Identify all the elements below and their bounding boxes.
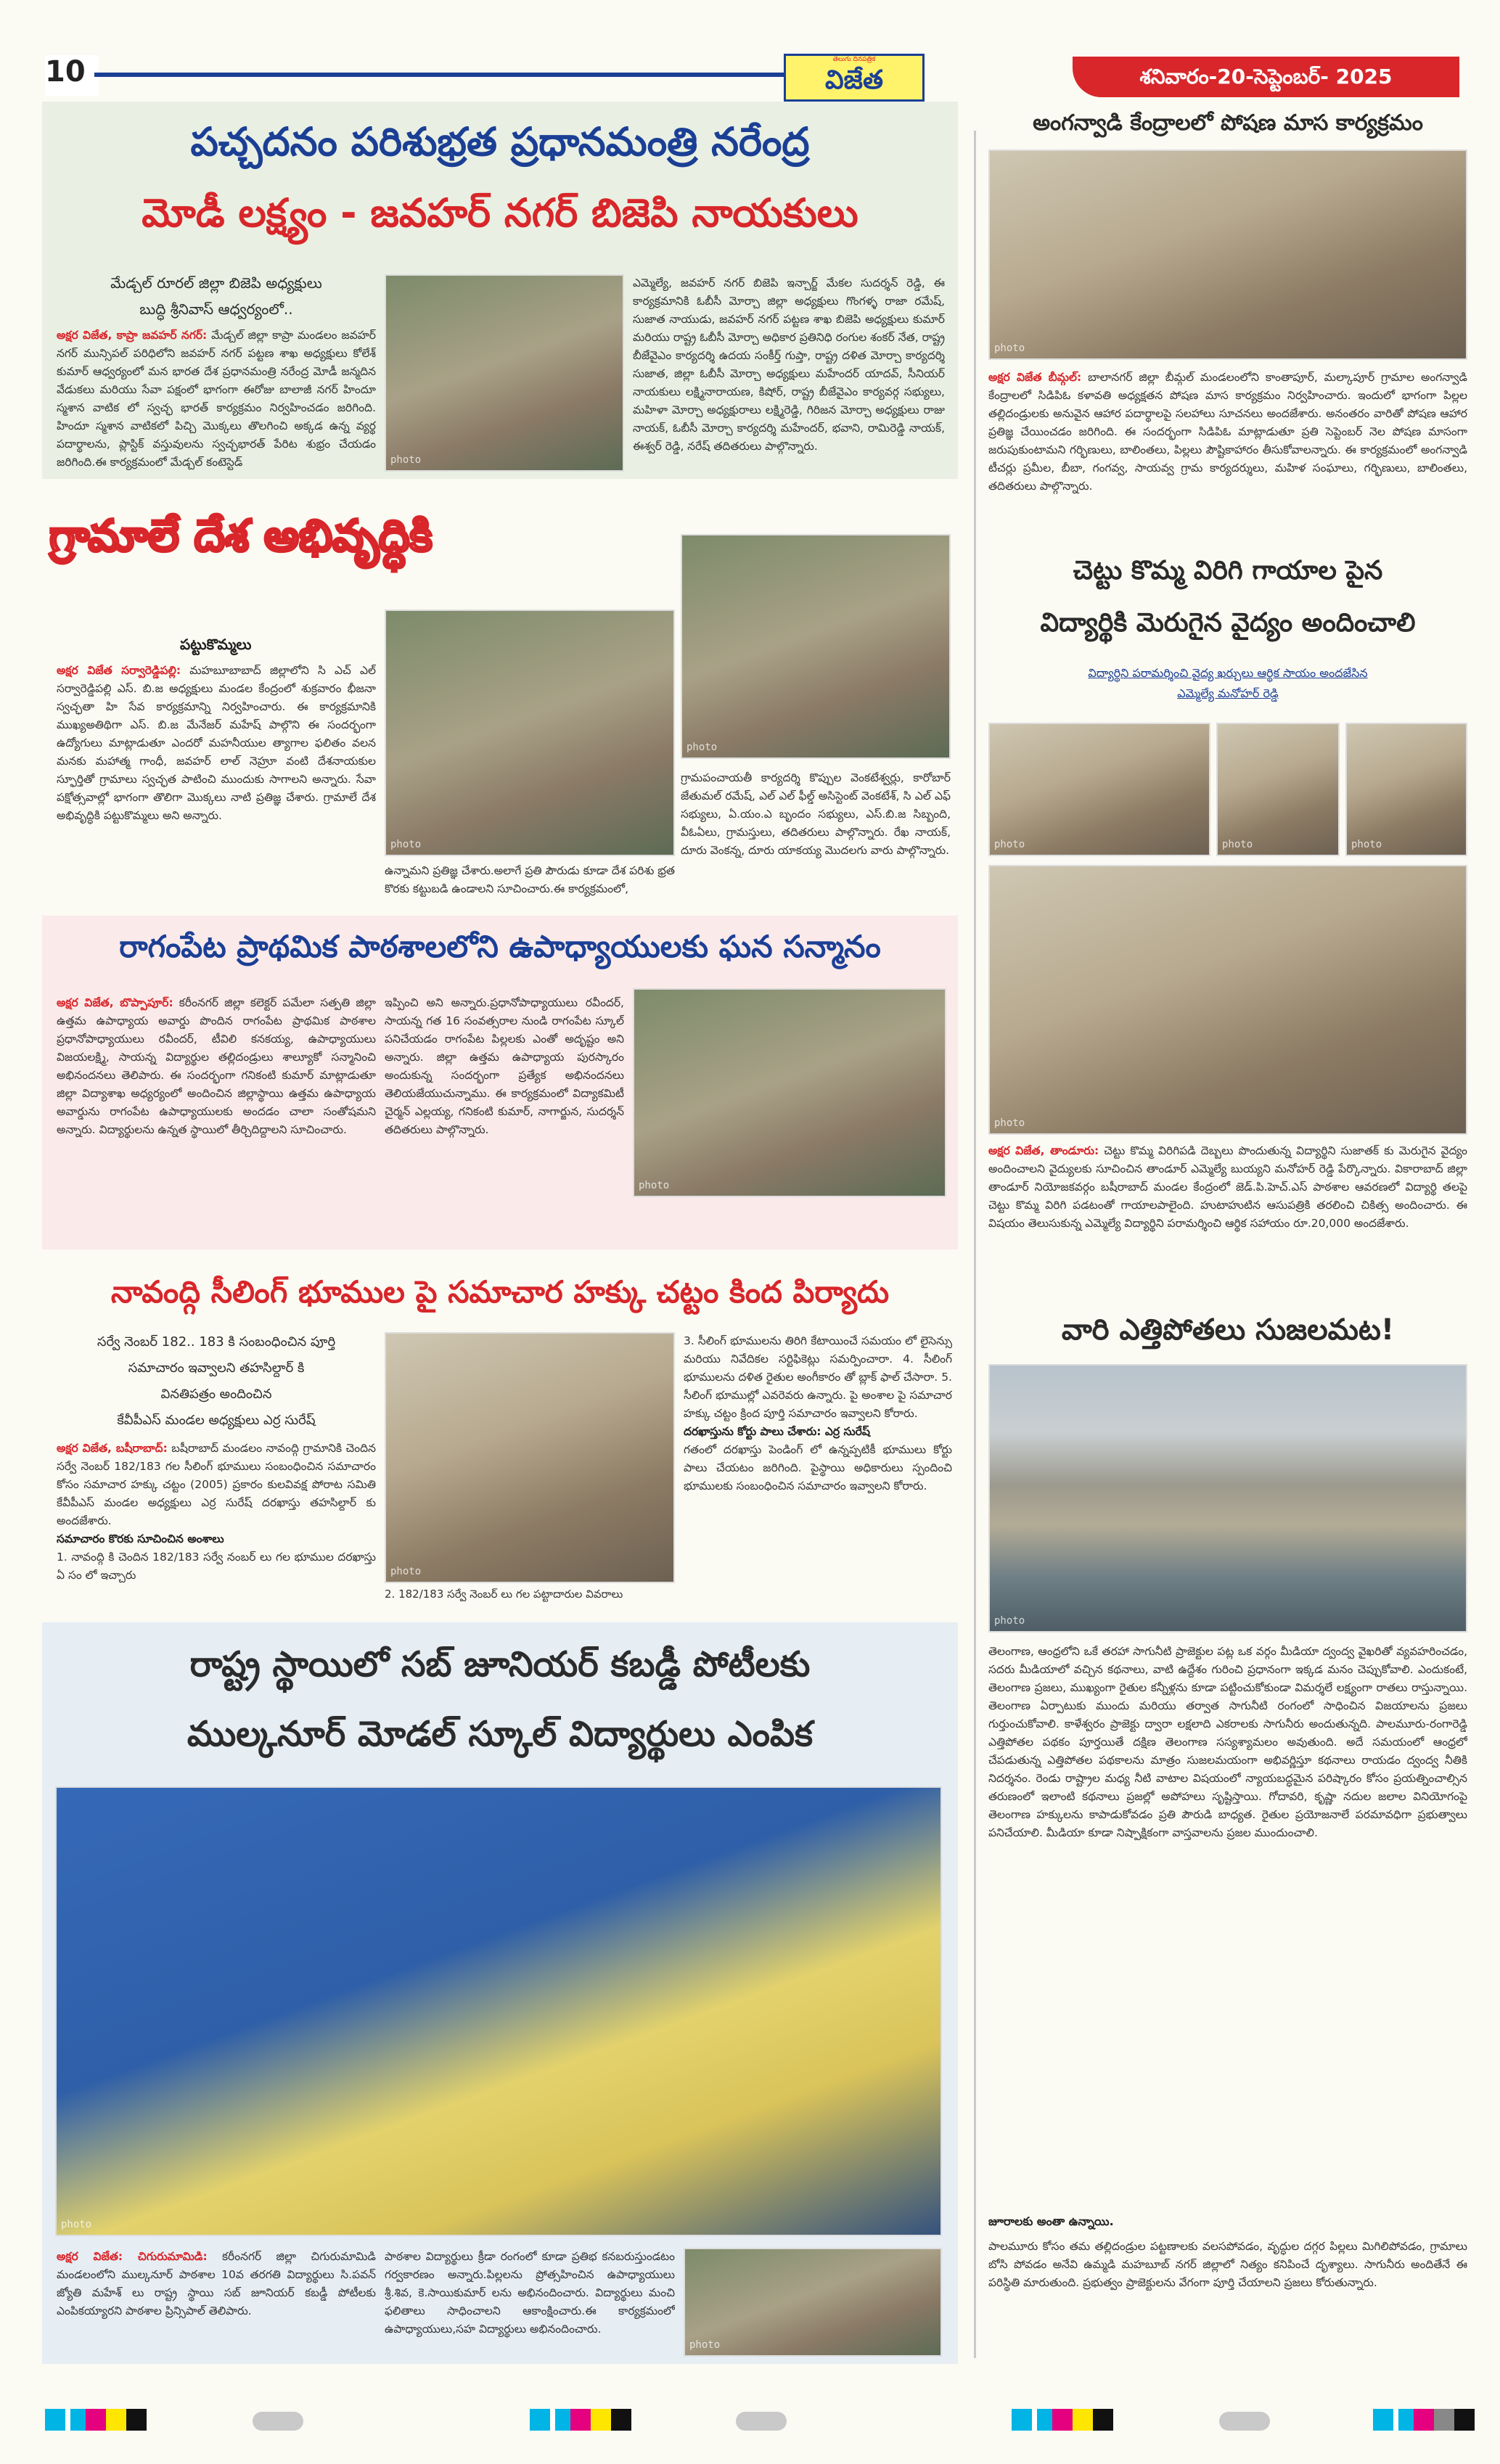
right-article-nutrition xyxy=(988,102,1467,537)
article2-body-col3 xyxy=(681,769,951,920)
article4-sub3: వినతిపత్రం అందించిన xyxy=(160,1387,272,1402)
article1-sub2: బుద్ధి శ్రీనివాస్ ఆధ్వర్యంలో.. xyxy=(139,300,293,318)
article-bjp-cleanliness xyxy=(42,102,958,479)
article1-sub1: మేడ్చల్ రూరల్ జిల్లా బిజెపి అధ్యక్షులు xyxy=(110,274,322,292)
color-bar-3 xyxy=(1012,2409,1113,2431)
article2-headline: గ్రామాలే దేశ అభివృద్ధికి xyxy=(49,511,433,562)
right1-body xyxy=(988,369,1467,535)
issue-date: శనివారం-20-సెప్టెంబర్- 2025 xyxy=(1139,65,1393,89)
right3-headline: వారి ఎత్తిపోతలు సుజలమట! xyxy=(1061,1313,1395,1347)
article3-dateline: అక్షర విజేత, బొప్పాపూర్: xyxy=(57,996,173,1009)
article1-dateline: అక్షర విజేత, కాప్రా జవహర్ నగర్: xyxy=(57,329,208,342)
article1-body-col2 xyxy=(633,274,945,472)
footer-registration-marks xyxy=(0,2394,1500,2438)
article5-headline-line1: రాష్ట్ర స్థాయిలో సబ్ జూనియర్ కబడ్డీ పోటీలకు xyxy=(189,1644,811,1685)
article2-text-col1: మహబూబాబాద్ జిల్లాలోని సి ఎచ్ ఎల్ సర్వారెడ్డిపల్లి ఎస్. బి.జ అధ్యక్షులు మండల కేంద్రంలో శుక్రవారం భీజనా స్వచ్ఛతా హి సేవ కార్యక్రమాన్ని నిర్వహించారు. ఈ కార్యక్రమానికి ముఖ్యఅతిథిగా ఎస్. బి.జ మేనేజర్ మహేష్ పాల్గొని ఈ సందర్భంగా ఉద్యోగులు మాట్లాడుతూ ఎందరో మహనీయుల త్యాగాల ఫలితం వలన మనకు మహాత్మ గాంధీ, జవహర్ లాల్ నెహ్రూ వంటి దేశనాయకుల స్ఫూర్తితో గ్రామాలు స్వచ్ఛత పాటించి ముందుకు సాగాలని అన్నారు. సేవా పక్షోత్సవాల్లో భాగంగా తొలిగా మొక్కలు నాటి ప్రతిజ్ఞ చేశారు. గ్రామాలే దేశ అభివృద్ధికి పట్టుకొమ్మలు అని అన్నారు. xyxy=(57,664,376,822)
masthead-logo: విజేత xyxy=(825,65,883,95)
article1-body-col1 xyxy=(57,327,376,472)
gray-pill-2 xyxy=(736,2412,787,2431)
column-divider xyxy=(974,131,976,2358)
article5-dateline: అక్షర విజేత: చిగురుమామిడి: xyxy=(57,2250,208,2263)
page-number-box xyxy=(45,55,99,96)
article4-headline: నావంద్గి సీలింగ్ భూముల పై సమాచార హక్కు చట్టం కింద పిర్యాదు xyxy=(110,1274,890,1310)
article2-photo-right: photo xyxy=(681,534,951,759)
right3-photo-dam: photo xyxy=(988,1364,1467,1633)
color-bar-4 xyxy=(1373,2409,1475,2431)
article2-location-tag: పట్టుకొమ్మలు xyxy=(180,636,252,653)
right1-dateline: అక్షర విజేత బీమ్గల్: xyxy=(988,371,1082,384)
article2-headline-box xyxy=(49,511,433,598)
page-number: 10 xyxy=(45,55,86,89)
right3-text2: పాలమూరు కోసం తమ తల్లిదండ్రుల పట్టణాలకు వలసపోవడం, వృద్ధుల దగ్గర పిల్లలు మిగిలిపోవడం, గ్రామాలు బోసి పోవడం అనేవి ఉమ్మడి మహబూబ్ నగర్ జిల్లాలో నిత్యం కనిపించే దృశ్యాలు. సాగునీరు అందితేనే ఈ పరిస్థితి మారుతుంది. ప్రభుత్వం ప్రాజెక్టులను వేగంగా పూర్తి చేయాలని ప్రజలు కోరుతున్నారు. xyxy=(988,2240,1467,2289)
article2-body-col2 xyxy=(385,862,675,920)
right-article-student-injury xyxy=(988,546,1467,1300)
article5-photo: photo xyxy=(55,1786,942,2236)
header-rule-left xyxy=(94,73,864,77)
right1-headline: అంగన్వాడి కేంద్రాలలో పోషణ మాస కార్యక్రమం xyxy=(1033,110,1423,136)
article4-photo: photo xyxy=(385,1332,675,1583)
article3-body-col2 xyxy=(385,994,624,1241)
article4-text-col1: బషీరాబాద్ మండలం నావంద్గి గ్రామానికి చెందిన సర్వే నెంబర్ 182/183 గల సీలింగ్ భూములు సంబంధించిన సమాచారం కోసం సమాచార హక్కు చట్టం (2005) ప్రకారం కులవివక్ష పోరాట సమితి కేవీపీఎస్ మండల అధ్యక్షులు ఎర్ర సురేష్ దరఖాస్తు తహసిల్దార్ కు అందజేశారు. xyxy=(57,1442,376,1527)
article4-text-col2: 3. సీలింగ్ భూములను తిరిగి కేటాయించే సమయం లో లైసెన్సు మరియు నివేదికల సర్టిఫికెట్లు సమర్పించారా. 4. సీలింగ్ భూములను దళిత రైతుల అంగీకారం తో బ్లాక్ ఫాల్ చేసారా. 5. సీలింగ్ భూముల్లో ఎవరెవరు ఉన్నారు. పై అంశాల పై సమాచార హక్కు చట్టం క్రింద పూర్తి సమాచారం ఇవ్వాలని కోరారు. xyxy=(684,1334,952,1420)
masthead-box xyxy=(784,54,925,102)
article3-text-col2: ఇప్పించి అని అన్నారు.ప్రధానోపాధ్యాయులు రవీందర్, సాయన్న గత 16 సంవత్సరాల నుండి రాగంపేట స్కూల్ పనిచేయడం రాగంపేట పిల్లలకు ఎంతో అదృష్టం అని అన్నారు. జిల్లా ఉత్తమ ఉపాధ్యాయ పురస్కారం అందుకున్న సందర్భంగా ప్రత్యేక అభినందనలు తెలియజేయుచున్నాము. ఈ కార్యక్రమంలో విద్యాకమిటీ చైర్మన్ ఎల్లయ్య, గనికంటి కుమార్, నాగార్జున, సుదర్శన్ తదితరులు పాల్గొన్నారు. xyxy=(385,996,624,1136)
article4-col1-subhead: సమాచారం కొరకు సూచించిన అంశాలు xyxy=(57,1532,224,1545)
article2-dateline: అక్షర విజేత సర్వారెడ్డిపల్లి: xyxy=(57,664,181,677)
article4-text-col2-tail: గతంలో దరఖాస్తు పెండింగ్ లో ఉన్నప్పటికీ భూములు కోర్టు పాలు చేయటం జరిగింది. పైస్థాయి అధికారులు స్పందించి భూములకు సంబంధించిన సమాచారం ఇవ్వాలని కోరారు. xyxy=(684,1443,952,1492)
article5-text-col1: కరీంనగర్ జిల్లా చిగురుమామిడి మండలంలోని ముల్కనూర్ పాఠశాల 10వ తరగతి విద్యార్థులు సి.పవన్ జ్యోతి మహేశ్ లు రాష్ట్ర స్థాయి సబ్ జూనియర్ కబడ్డీ పోటీలకు ఎంపికయ్యారని పాఠశాల ప్రిన్సిపాల్ తెలిపారు. xyxy=(57,2250,376,2317)
gray-pill-1 xyxy=(253,2412,303,2431)
article4-sub4: కేవీపీఎస్ మండల అధ్యక్షులు ఎర్ర సురేష్ xyxy=(117,1413,316,1428)
right1-photo: photo xyxy=(988,149,1467,360)
color-bar-1 xyxy=(45,2409,147,2431)
header-bar xyxy=(0,0,1500,102)
article3-photo: photo xyxy=(633,988,946,1197)
article1-headline-line2: మోడీ లక్ష్యం - జవహర్ నగర్ బిజెపి నాయకులు xyxy=(142,190,858,236)
right-article-lift-irrigation xyxy=(988,1306,1467,2365)
right3-text: తెలంగాణ, ఆంధ్రలోని ఒకే తరహా సాగునీటి ప్రాజెక్టుల పట్ల ఒక వర్గం మీడియా ద్వంద్వ వైఖరితో వ్యవహరించడం, సదరు మీడియాలో వచ్చిన కథనాలు, వాటి ఉద్దేశం గురించి ప్రధానంగా ఇక్కడ మనం చెప్పుకోవాలి. ఎందుకంటే, తెలంగాణ ప్రజలు, ముఖ్యంగా రైతుల కన్నీళ్లను కూడా పట్టించుకోకుండా విమర్శలే లక్ష్యంగా రాతలు రాస్తున్నాయి. తెలంగాణ ఏర్పాటుకు ముందు మరియు తర్వాత సాగునీటి రంగంలో సాధించిన విజయాలను ప్రజలు గుర్తుంచుకోవాలి. కాళేశ్వరం ప్రాజెక్టు ద్వారా లక్షలాది ఎకరాలకు సాగునీరు అందుతున్నది. పాలమూరు-రంగారెడ్డి ఎత్తిపోతల పథకం పూర్తయితే దక్షిణ తెలంగాణ సస్యశ్యామలం అవుతుంది. అదే సమయంలో ఆంధ్రలో చేపడుతున్న ఎత్తిపోతల పథకాలను మాత్రం సుజలమయంగా అభివర్ణిస్తూ కథనాలు రాయడం ద్వంద్వ నీతికి నిదర్శనం. రెండు రాష్ట్రాల మధ్య నీటి వాటాల విషయంలో న్యాయబద్ధమైన పరిష్కారం కోసం ప్రయత్నించాల్సిన తరుణంలో ఇలాంటి కథనాలు ప్రజల్లో అపోహలు సృష్టిస్తాయి. గోదావరి, కృష్ణా నదుల జలాల వినియోగంపై తెలంగాణ హక్కులను కాపాడుకోవడం ప్రతి పౌరుడి బాధ్యత. రైతుల ప్రయోజనాలే పరమావధిగా ప్రభుత్వాలు పనిచేయాలి. మీడియా కూడా నిష్పాక్షికంగా వాస్తవాలను ప్రజల ముందుంచాలి. xyxy=(988,1645,1467,1839)
article3-text-col1: కరీంనగర్ జిల్లా కలెక్టర్ పమేలా సత్పతి జిల్లా ఉత్తమ ఉపాధ్యాయ అవార్డు పొందిన రాగంపేట ప్రాథమిక పాఠశాల ప్రధానోపాధ్యాయులు రవీందర్, టీవిలి కనకయ్య, ఉపాధ్యాయులు విజయలక్ష్మి, సాయన్న విద్యార్థుల తల్లిదండ్రులు శాల్యూకో సన్మానించి అభినందనలు తెలిపారు. ఈ సందర్భంగా గనికంటి కుమార్ మాట్లాడుతూ జిల్లా విద్యాశాఖ అధ్యర్యంలో అందించిన జిల్లాస్థాయి ఉత్తమ ఉపాధ్యాయ అవార్డును రాగంపేట ఉపాధ్యాయులకు అందడం చాలా సంతోషమని అన్నారు. విద్యార్థులను ఉన్నత స్థాయిలో తీర్చిదిద్దాలని సూచించారు. xyxy=(57,996,376,1136)
article4-col2-subhead: దరఖాస్తును కోర్టు పాలు చేశారు: ఎర్ర సురేష్ xyxy=(684,1425,870,1438)
article4-sub1: సర్వే నెంబర్ 182.. 183 కి సంబంధించిన పూర్తి xyxy=(97,1334,336,1350)
article4-body-col1 xyxy=(57,1440,376,1605)
article5-text-col2: పాఠశాల విద్యార్థులు క్రీడా రంగంలో కూడా ప్రతిభ కనబరుస్తుండటం గర్వకారణం అన్నారు.పిల్లలను ప్రోత్సహించిన ఉపాధ్యాయులు శ్రీ.శివ, కె.సాయికుమార్ లను అభినందించారు. విద్యార్థులు మంచి ఫలితాలు సాధించాలని ఆకాంక్షించారు.ఈ కార్యక్రమంలో ఉపాధ్యాయులు,సహ విద్యార్థులు అభినందించారు. xyxy=(385,2250,675,2336)
article1-photo: photo xyxy=(385,274,624,472)
article4-subhead xyxy=(57,1329,376,1434)
masthead-tag: తెలుగు దినపత్రిక xyxy=(832,56,876,63)
article5-photo-small: photo xyxy=(684,2248,942,2357)
article-kabaddi xyxy=(42,1622,958,2364)
article1-text-col1: మేడ్చల్ జిల్లా కాప్రా మండలం జవహర్ నగర్ మున్సిపల్ పరిధిలోని జవహర్ నగర్ పట్టణ శాఖ అధ్యక్షులు కోలేశ్ కుమార్ ఆధ్వర్యంలో మన భారత దేశ ప్రధానమంత్రి నరేంద్ర మోడీ జన్మదిన వేడుకలు మరియు సేవా పక్షంలో భాగంగా ఈరోజు బాలాజీ నగర్ హిందూ స్మశాన వాటిక లో స్వచ్ఛ భారత్ కార్యక్రమం నిర్వహించడం జరిగింది. హిందూ స్మశాన వాటికలో పిచ్చి మొక్కలు తొలగించి అక్కడ ఉన్న వ్యర్థ పదార్థాలను, ప్లాస్టిక్ వస్తువులను స్వచ్ఛభారత్ పేరిట శుభ్రం చేయడం జరిగింది.ఈ కార్యక్రమంలో మేడ్చల్ కంటెస్టెడ్ xyxy=(57,329,376,469)
article-ceiling-lands xyxy=(42,1262,958,1611)
right2-sub1: విద్యార్థిని పరామర్శించి వైద్య ఖర్చులు ఆర్థిక సాయం అందజేసిన xyxy=(1088,666,1368,680)
right2-headline-line1: చెట్టు కొమ్మ విరిగి గాయాల పైన xyxy=(1073,556,1383,586)
right2-body xyxy=(988,1142,1467,1299)
article3-headline: రాగంపేట ప్రాథమిక పాఠశాలలోని ఉపాధ్యాయులకు ఘన సన్మానం xyxy=(119,929,881,964)
gray-pill-3 xyxy=(1219,2412,1270,2431)
right2-headline-line2: విద్యార్థికి మెరుగైన వైద్యం అందించాలి xyxy=(1040,608,1416,638)
right2-photo-a: photo xyxy=(988,723,1210,856)
article1-text-col2: ఎమ్మెల్యే, జవహర్ నగర్ బిజెపి ఇన్చార్జ్ మేకల సుదర్శన్ రెడ్డి, ఈ కార్యక్రమానికి ఓబీసీ మోర్చా జిల్లా అధ్యక్షులు గొంగళ్ళ రాజా రమేష్, సుజాత నాయుడు, జవహర్ నగర్ పట్టణ శాఖ బిజెపి అధ్యక్షులు కుమార్ మరియు రాష్ట్ర ఓబీసీ మోర్చా అధికార ప్రతినిధి రంగుల శంకర్ నేత, రాష్ట్ర బీజేవైఎం కార్యదర్శి ఉదయ సంకీర్త్ గుప్తా, రాష్ట్ర దళిత మోర్చా కార్యదర్శి సుజాత, జిల్లా ఓబీసీ మోర్చా అధ్యక్షులు మహేందర్ యాదవ్, సీనియర్ నాయకులు లక్ష్మినారాయణ, కిషోర్, రాష్ట్ర బీజేవైఎం కార్యవర్గ సభ్యులు, మహిళా మోర్చా అధ్యక్షురాలు లక్ష్మిరెడ్డి, గిరిజన మోర్చా అధ్యక్షులు రాజు నాయక్, ఓబీసీ మోర్చా కార్యదర్శి మహేందర్, భవాని, రామిరెడ్డి నాయక్, ఈశ్వర్ రెడ్డి, నరేష్ తదితరులు పాల్గొన్నారు. xyxy=(633,276,945,453)
article5-body-col1 xyxy=(57,2248,376,2357)
article2-text-col2: ఉన్నామని ప్రతిజ్ఞ చేశారు.అలాగే ప్రతి పౌరుడు కూడా దేశ పరిశు భ్రత కొరకు కట్టుబడి ఉండాలని సూచించారు.ఈ కార్యక్రమంలో, xyxy=(385,864,675,895)
right3-subhead: జూరాలకు అంతా ఉన్నాయి. xyxy=(988,2214,1114,2228)
article5-body-col2 xyxy=(385,2248,675,2357)
article-teachers-honour xyxy=(42,916,958,1249)
article3-body-col1 xyxy=(57,994,376,1241)
article-villages xyxy=(42,493,958,921)
article1-subhead xyxy=(57,270,376,322)
right2-photo-b: photo xyxy=(1216,723,1340,856)
right2-sub2: ఎమ్మెల్యే మనోహర్ రెడ్డి xyxy=(1177,686,1279,700)
article4-caption: 2. 182/183 సర్వే నెంబర్ లు గల పట్టాదారుల వివరాలు xyxy=(385,1588,623,1601)
right2-subhead xyxy=(988,663,1467,704)
color-bar-2 xyxy=(530,2409,631,2431)
date-banner xyxy=(1073,57,1459,97)
article5-headline-line2: ముల్కనూర్ మోడల్ స్కూల్ విద్యార్థులు ఎంపిక xyxy=(187,1714,813,1754)
right2-dateline: అక్షర విజేత, తాండూరు: xyxy=(988,1144,1099,1157)
article4-sub2: సమాచారం ఇవ్వాలని తహసిల్దార్ కి xyxy=(128,1360,305,1376)
right3-body xyxy=(988,1643,1467,2209)
right3-body2 xyxy=(988,2238,1467,2346)
right1-text: బాలానగర్ జిల్లా బీమ్గల్ మండలంలోని కాంతాపూర్, మల్కాపూర్ గ్రామాల అంగన్వాడి కేంద్రాలలో సిడిపిఓ కళావతి అధ్యక్షతన పోషణ మాస కార్యక్రమం నిర్వహించారు. ఇందులో భాగంగా పిల్లల తల్లిదండ్రులకు అనువైన ఆహార పదార్థాలపై సలహాలు సూచనలు అందజేశారు. అనంతరం వారితో పోషణ ఆహార ప్రతిజ్ఞ చేయించడం జరిగింది. ఈ సందర్భంగా సిడిపిఓ మాట్లాడుతూ ప్రతి సెప్టెంబర్ నెల పోషణ మాసంగా జరుపుకుంటామని గర్భిణులు, బాలింతలు, పిల్లలు పౌష్టికాహారం తీసుకోవాలన్నారు. ఈ కార్యక్రమంలో అంగన్వాడి టీచర్లు ప్రమీల, బీబా, గంగవ్వ, సాయవ్వ గ్రామ కార్యదర్శులు, మహిళ సంఘాలు, గర్భిణులు, బాలింతలు, తదితరులు పాల్గొన్నారు. xyxy=(988,371,1467,493)
right2-photo-main: photo xyxy=(988,865,1467,1135)
article2-body-col1 xyxy=(57,662,376,916)
article2-text-col3: గ్రామపంచాయతీ కార్యదర్శి కొప్పుల వెంకటేశ్వర్లు, కారోబార్ జేతుమల్ రమేష్, ఎల్ ఎల్ ఫీల్డ్ అసిస్టెంట్ వెంకటేశ్, సి ఎల్ ఎఫ్ సభ్యులు, ఏ.యం.ఎ బృందం సభ్యులు, ఎస్.బి.జ సిబ్బంది, వీఓఏలు, గ్రామస్తులు, తదితరులు పాల్గొన్నారు. రేఖ నాయక్, దూరు వెంకన్న, దూరు యాకయ్య మొదలగు వారు పాల్గొన్నారు. xyxy=(681,771,951,857)
right2-text: చెట్టు కొమ్మ విరిగిపడి దెబ్బలు పొందుతున్న విద్యార్థిని సుజాతక్ కు మెరుగైన వైద్యం అందించాలని వైద్యులకు సూచించిన తాండూర్ ఎమ్మెల్యే బుయ్యని మనోహర్ రెడ్డి పేర్కొన్నారు. వికారాబాద్ జిల్లా తాండూర్ నియోజకవర్గం బషీరాబాద్ మండల కేంద్రంలో జెడ్.పి.హెచ్.ఎస్ పాఠశాల ఆవరణలో విద్యార్థి తలపై చెట్టు కొమ్మ విరిగి పడటంతో గాయాలపాలైంది. హుటాహుటిన ఆసుపత్రికి తరలించి చికిత్స అందించారు. ఈ విషయం తెలుసుకున్న ఎమ్మెల్యే విద్యార్థిని పరామర్శించి ఆర్థిక సహాయం రూ.20,000 అందజేశారు. xyxy=(988,1144,1467,1230)
right2-photo-c: photo xyxy=(1345,723,1467,856)
article2-photo-left: photo xyxy=(385,609,675,856)
article1-headline-line1: పచ్చదనం పరిశుభ్రత ప్రధానమంత్రి నరేంద్ర xyxy=(190,119,810,165)
article4-dateline: అక్షర విజేత, బషీరాబాద్: xyxy=(57,1442,168,1455)
article4-text-col1-tail: 1. నావంద్గి కి చెందిన 182/183 సర్వే నంబర్ లు గల భూముల దరఖాస్తు ఏ సం లో ఇచ్చారు xyxy=(57,1551,376,1582)
article4-body-col2 xyxy=(684,1332,952,1608)
